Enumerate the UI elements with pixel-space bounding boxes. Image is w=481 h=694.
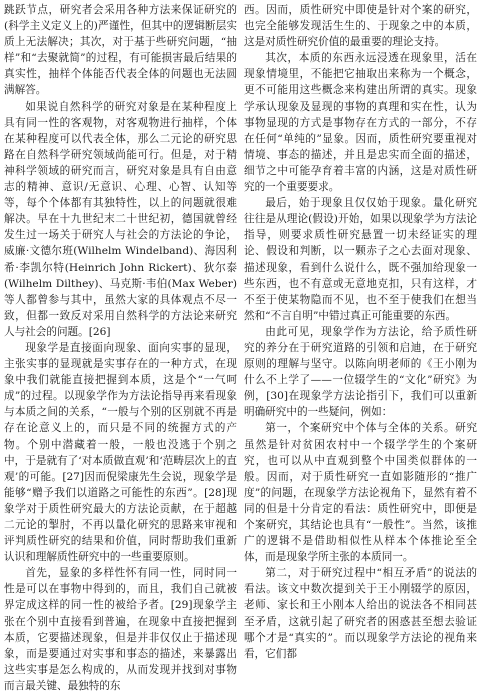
right-paragraph-6: 第二，对于研究过程中“相互矛盾”的说法的看法。该文中数次提到关于王小刚辍学的原因，老师、家长和王小刚本人给出的说法各不相同甚至矛盾，这就引起了研究者的困惑甚至想去验证哪个才是“真实的”。而以现象学方法论的视角来看，它们都 <box>244 567 477 660</box>
right-paragraph-2: 其次，本质的东西永远浸透在现象里，活在现象情境里，不能把它抽取出来称为一个概念，更不可能用这些概念来构建出所谓的真实。现象学承认现象及显现的事物的真理和实在性，认为事物显现的方式是事物存在方式的一部分，不存在任何“单纯的”显象。因而，质性研究要重视对情境、事态的描述，并且是忠实而全面的描述，细节之中可能孕育着丰富的内涵，这是对质性研究的一个重要要求。 <box>244 52 477 194</box>
left-paragraph-3: 现象学是直接面向现象、面向实事的显现，主张实事的显现就是实事存在的一种方式，在现象中我们就能直接把握到本质，这是个“一气呵成”的过程。以现象学作为方法论指导再来看现象与本质之间的关系，“一般与个别的区别就不再是存在论意义上的，而只是不同的统握方式的产物。个别中潜藏着一般，一般也没逃于个别之中，于是就有了‘对本质做直观’和‘范畴层次上的直观’的可能。[27]因而倪梁康先生会说，现象学是能够“赠予我们以道路之可能性的东西”。[28]现象学对于质性研究最大的方法论贡献，在于超越二元论的掣肘，不再以量化研究的思路来审视和评判质性研究的结果和价值，同时帮助我们重新认识和理解质性研究中的一些重要原则。 <box>4 341 237 564</box>
right-paragraph-4: 由此可见，现象学作为方法论，给予质性研究的养分在于研究道路的引领和启迪，在于研究原则的理解与坚守。以陈向明老师的《王小刚为什么不上学了——一位辍学生的“文化”研究》为例，[30]在现象学方法论指引下，我们可以重新明确研究中的一些疑问，例如： <box>244 325 477 419</box>
left-column <box>4 2 237 694</box>
right-paragraph-5: 第一，个案研究中个体与全体的关系。研究虽然是针对贫困农村中一个辍学学生的个案研究，也可以从中直观到整个中国类似群体的一般。因而，对于质性研究一直如影随形的“推广度”的问题，在现象学方法论视角下，显然有着不同的但是十分肯定的看法：质性研究中，即便是个案研究，其结论也具有“一般性”。当然，该推广的逻辑不是借助相似性从样本个体推论至全体，而是现象学所主张的本质同一。 <box>244 422 477 564</box>
left-paragraph-1: 跳跃节点，研究者会采用各种方法来保证研究的(科学主义定义上的)严谨性，但其中的逻辑断层实质上无法解决；其次，对于基于些研究问题，“抽样”和“去聚就简”的过程，有可能损害最后结果的真实性，抽样个体能否代表全体的问题也无法圆满解答。 <box>4 4 237 97</box>
left-paragraph-2: 如果说自然科学的研究对象是在某种程度上具有同一性的客观物，对客观物进行抽样，个体在某种程度可以代表全体，那么二元论的研究思路在自然科学研究领域尚能可行。但是，对于精神科学领域的研究而言，研究对象是具有自由意志的精神、意识/无意识、心理、心智、认知等等，每个个体都有其独特性，以上的问题就很难解决。早在十九世纪末二十世纪初，德国就曾经发生过一场关于研究人与社会的方法论的争论，威廉·文德尔班(Wilhelm Windelband)、海因利希·李凯尔特(Heinrich John Rickert)、狄尔泰(Wilhelm Dilthey)、马克斯·韦伯(Max Weber)等人都曾参与其中，虽然大家的具体观点不尽一致，但都一致反对采用自然科学的方法论来研究人与社会的问题。[26] <box>4 100 237 338</box>
right-paragraph-1: 西。因而，质性研究中即使是针对个案的研究，也完全能够发现活生生的、于现象之中的本质，这是对质性研究价值的最重要的理论支持。 <box>244 4 477 49</box>
right-paragraph-3: 最后，始于现象且仅仅始于现象。量化研究往往是从理论(假设)开始，如果以现象学为方法论指导，则要求质性研究悬置一切未经证实的理论、假设和判断，以一颗赤子之心去面对现象、描述现象，看到什么说什么，既不强加给现象一些东西，也不有意或无意地克扣，只有这样，才不至于使某物隐而不见，也不至于使我们在想当然和“不言自明”中错过真正可能重要的东西。 <box>244 197 477 322</box>
left-paragraph-4: 首先，显象的多样性怀有同一性，同时同一性是可以在事物中得到的，而且，我们自己就被界定成这样的同一性的被给予者。[29]现象学主张在个别中直接看到普遍，在现象中直接把握到本质，它要描述现象，但是并非仅仅止于描述现象，而是要通过对实事和事态的描述，来暴露出这些实事是怎么构成的，从而发现并找到对事物而言最关键、最独特的东 <box>4 567 237 692</box>
right-column <box>244 2 477 662</box>
